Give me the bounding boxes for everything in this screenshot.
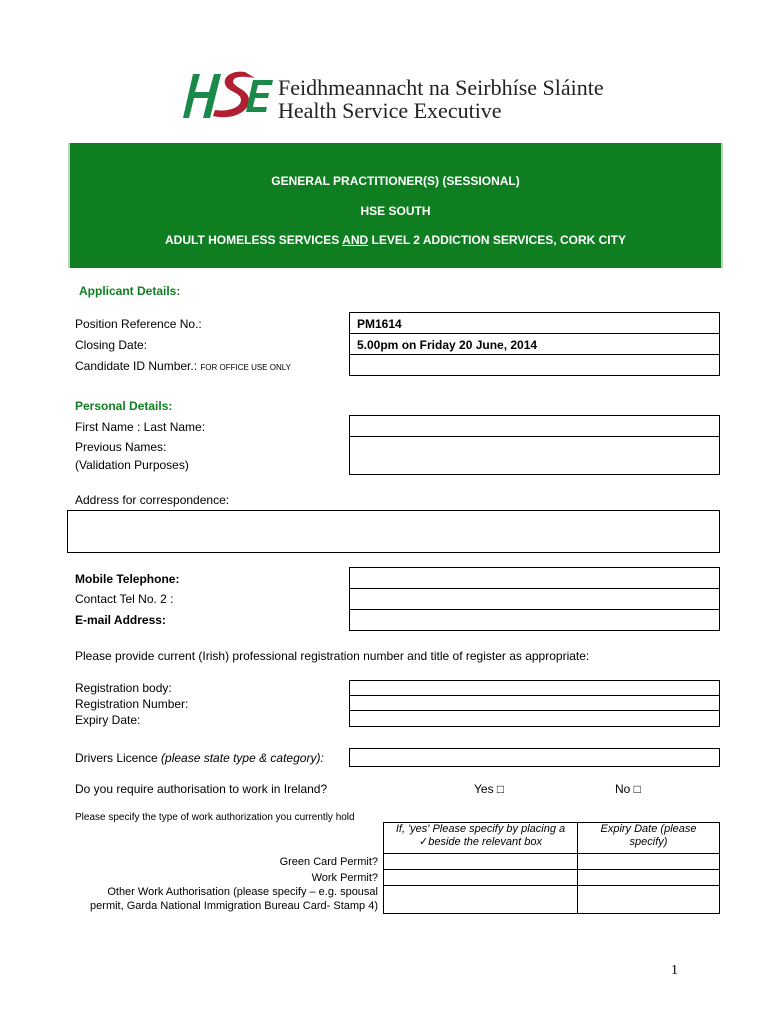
no-checkbox[interactable]: No □ — [615, 782, 641, 796]
candidate-id-field[interactable] — [349, 354, 720, 376]
expiry-col-header: Expiry Date (please specify) — [578, 823, 720, 854]
position-reference-field — [349, 312, 720, 334]
work-permit-expiry-cell[interactable] — [578, 870, 720, 886]
personal-details-heading: Personal Details: — [75, 399, 173, 413]
closing-date-label: Closing Date: — [75, 338, 148, 352]
previous-names-field[interactable] — [349, 436, 720, 475]
expiry-date-field[interactable] — [349, 710, 720, 727]
name-label: First Name : Last Name: — [75, 420, 206, 434]
work-permit-label: Work Permit? — [311, 872, 378, 884]
work-authorisation-table — [383, 822, 720, 914]
previous-names-label: Previous Names: — [75, 440, 167, 454]
mobile-telephone-field[interactable] — [349, 567, 720, 589]
other-authorisation-expiry-cell[interactable] — [578, 886, 720, 914]
closing-date-field — [349, 333, 720, 355]
registration-number-field[interactable] — [349, 695, 720, 711]
position-reference-value: PM1614 — [357, 317, 402, 331]
green-card-label: Green Card Permit? — [279, 856, 378, 868]
email-address-field[interactable] — [349, 609, 720, 631]
hse-logo — [183, 66, 604, 131]
validation-purposes-label: (Validation Purposes) — [75, 458, 189, 472]
contact-tel-2-label: Contact Tel No. 2 : — [75, 592, 174, 606]
banner-region: HSE SOUTH — [360, 204, 431, 218]
candidate-id-label: Candidate ID Number.: FOR OFFICE USE ONLY — [75, 359, 291, 373]
address-label: Address for correspondence: — [75, 493, 230, 507]
work-authorisation-question: Do you require authorisation to work in Ireland? — [75, 782, 328, 796]
name-field[interactable] — [349, 415, 720, 437]
work-permit-check-cell[interactable] — [384, 870, 578, 886]
registration-body-label: Registration body: — [75, 681, 172, 695]
registration-intro: Please provide current (Irish) professional registration number and title of register as appropriate: — [75, 649, 590, 663]
job-title-banner — [68, 143, 723, 268]
other-authorisation-check-cell[interactable] — [384, 886, 578, 914]
banner-title: GENERAL PRACTITIONER(S) (SESSIONAL) — [271, 174, 520, 188]
applicant-details-heading: Applicant Details: — [79, 284, 181, 298]
position-reference-label: Position Reference No.: — [75, 317, 202, 331]
registration-body-field[interactable] — [349, 680, 720, 696]
other-authorisation-label-2: permit, Garda National Immigration Bureau Card- Stamp 4) — [90, 900, 378, 912]
mobile-telephone-label: Mobile Telephone: — [75, 572, 180, 586]
authorisation-col-header: If, 'yes' Please specify by placing a ✓beside the relevant box — [384, 823, 578, 854]
registration-number-label: Registration Number: — [75, 697, 189, 711]
drivers-licence-label: Drivers Licence (please state type & category): — [75, 751, 324, 765]
closing-date-value: 5.00pm on Friday 20 June, 2014 — [357, 338, 538, 352]
green-card-check-cell[interactable] — [384, 854, 578, 870]
other-authorisation-label-1: Other Work Authorisation (please specify – e.g. spousal — [107, 886, 378, 898]
org-name-english: Health Service Executive — [278, 98, 502, 123]
contact-tel-2-field[interactable] — [349, 588, 720, 610]
yes-checkbox[interactable]: Yes □ — [474, 782, 505, 796]
email-address-label: E-mail Address: — [75, 613, 166, 627]
hse-logo-mark-icon — [183, 66, 275, 126]
banner-service: ADULT HOMELESS SERVICES AND LEVEL 2 ADDICTION SERVICES, CORK CITY — [165, 233, 626, 247]
org-name-irish: Feidhmeannacht na Seirbhíse Sláinte — [278, 75, 604, 100]
green-card-expiry-cell[interactable] — [578, 854, 720, 870]
expiry-date-label: Expiry Date: — [75, 713, 141, 727]
work-authorisation-specify: Please specify the type of work authorization you currently hold — [75, 812, 355, 823]
address-field[interactable] — [67, 510, 720, 553]
page-number: 1 — [671, 963, 678, 978]
drivers-licence-field[interactable] — [349, 748, 720, 767]
